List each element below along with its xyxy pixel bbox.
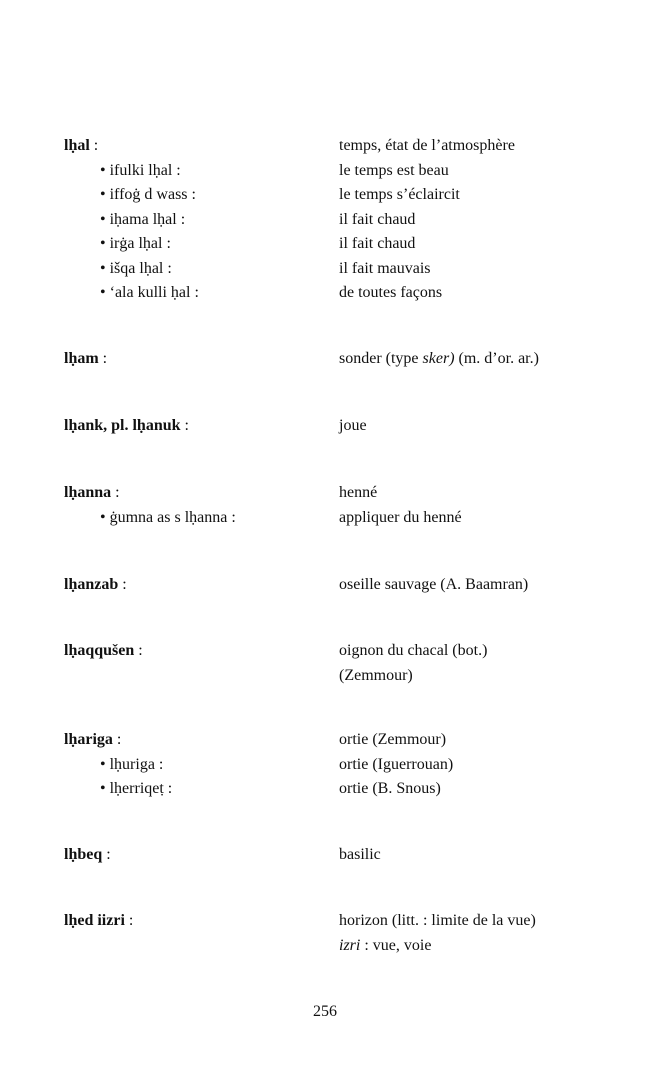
entry-lhed-iizri [0, 909, 650, 958]
headword-suffix: : [98, 350, 108, 367]
sub-term: irġa lḥal : [109, 235, 171, 252]
bullet: • [100, 755, 106, 773]
headword-suffix: : [102, 846, 111, 863]
sub-definition: il fait chaud [339, 235, 416, 252]
entry-lhbeq [0, 843, 650, 868]
definition: horizon (litt. : limite de la vue) [339, 912, 536, 929]
definition-text: sonder (type [339, 350, 423, 367]
headword-suffix: : [112, 731, 122, 748]
definition: henné [339, 484, 378, 501]
headword-suffix: : [134, 642, 143, 659]
entry-line [0, 414, 650, 439]
definition-continuation: (Zemmour) [339, 666, 413, 684]
bullet: • [100, 210, 106, 228]
sub-definition: il fait chaud [339, 210, 416, 228]
entry-line [0, 843, 650, 868]
headword: lḥbeq [64, 846, 103, 863]
note-italic: izri [339, 936, 361, 954]
sub-term: lḥerriqeṭ : [109, 780, 173, 797]
sub-term: lḥuriga : [109, 755, 164, 773]
sub-entry [0, 208, 650, 233]
sub-definition: il fait mauvais [339, 259, 431, 277]
entry-lham [0, 347, 650, 372]
entry-line [0, 134, 650, 159]
headword: lḥam [64, 350, 99, 367]
definition-italic: sker) [422, 350, 455, 367]
sub-entry [0, 777, 650, 802]
definition: ortie (Zemmour) [339, 731, 447, 748]
bullet: • [100, 186, 106, 203]
sub-term: ifulki lḥal : [109, 161, 181, 179]
headword-suffix: : [124, 912, 134, 929]
page-number: 256 [313, 1003, 337, 1020]
headword: lḥariga [64, 731, 113, 748]
headword-suffix: : [89, 137, 99, 154]
sub-entry [0, 753, 650, 778]
sub-definition: de toutes façons [339, 284, 443, 301]
entry-line [0, 728, 650, 753]
entry-line [0, 639, 650, 664]
entry-lhanzab [0, 573, 650, 598]
definition: temps, état de l’atmosphère [339, 137, 515, 154]
bullet: • [100, 259, 106, 277]
headword-suffix: : [111, 484, 120, 501]
sub-entry [0, 183, 650, 208]
headword-suffix: : [118, 576, 127, 593]
entry-line [0, 573, 650, 598]
sub-definition: le temps s’éclaircit [339, 186, 460, 203]
entry-lhanna [0, 481, 650, 530]
bullet: • [100, 508, 106, 526]
entry-line [0, 481, 650, 506]
entry-lhariga [0, 728, 650, 802]
sub-definition: le temps est beau [339, 161, 449, 179]
headword: lḥaqqušen [64, 642, 135, 659]
sub-term: išqa lḥal : [109, 259, 172, 277]
sub-definition: appliquer du henné [339, 508, 462, 526]
entry-line [0, 909, 650, 934]
note-text: : vue, voie [360, 936, 432, 954]
sub-term: ‘ala kulli ḥal : [109, 284, 199, 301]
sub-entry [0, 281, 650, 306]
entry-line [0, 347, 650, 372]
bullet: • [100, 284, 106, 301]
bullet: • [100, 161, 106, 179]
entry-lhank [0, 414, 650, 439]
definition: basilic [339, 846, 381, 863]
headword: lḥanzab [64, 576, 119, 593]
definition: joue [339, 417, 367, 434]
sub-entry [0, 257, 650, 282]
sub-definition: ortie (Iguerrouan) [339, 755, 454, 773]
sub-term: iḥama lḥal : [109, 210, 186, 228]
headword: lḥank, pl. lḥanuk [64, 417, 181, 434]
entry-note [0, 934, 650, 959]
definition [339, 347, 539, 372]
headword: lḥal [64, 137, 90, 154]
sub-definition: ortie (B. Snous) [339, 780, 441, 797]
sub-entry [0, 506, 650, 531]
bullet: • [100, 780, 106, 797]
definition: oseille sauvage (A. Baamran) [339, 576, 529, 593]
sub-entry [0, 232, 650, 257]
sub-entry [0, 159, 650, 184]
entry-line-continuation [0, 664, 650, 689]
headword: lḥed iizri [64, 912, 125, 929]
sub-term: iffoġ d wass : [109, 186, 196, 203]
entry-lhaqqusen [0, 639, 650, 688]
note [339, 934, 431, 959]
definition-text: (m. d’or. ar.) [454, 350, 539, 367]
bullet: • [100, 235, 106, 252]
sub-term: ġumna as s lḥanna : [109, 508, 236, 526]
headword: lḥanna [64, 484, 112, 501]
entry-lhal [0, 134, 650, 306]
definition: oignon du chacal (bot.) [339, 642, 488, 659]
headword-suffix: : [180, 417, 189, 434]
